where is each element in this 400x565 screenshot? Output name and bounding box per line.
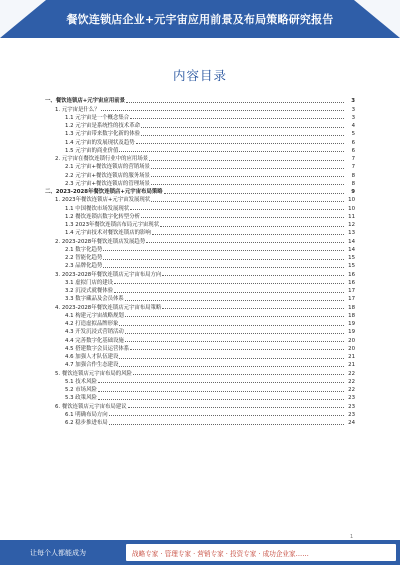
toc-entry-label: 1.2 餐饮连锁店数字化转型分析 <box>65 213 140 220</box>
toc-leader-dots <box>98 391 344 392</box>
toc-leader-dots <box>114 292 344 293</box>
toc-entry-label: 3. 2023-2028年餐饮连锁店元宇宙布局方向 <box>55 271 162 278</box>
toc-entry[interactable] <box>43 294 355 302</box>
toc-entry-label: 6.2 稳步推进布局 <box>65 420 108 426</box>
toc-entry-label: 二、2023-2028年餐饮连锁店+元宇宙布局策略 <box>45 189 163 195</box>
toc-leader-dots <box>133 374 344 375</box>
toc-entry-label: 4.2 打造虚拟品牌形象 <box>65 321 119 327</box>
toc-entry-page: 17 <box>348 288 355 294</box>
toc-entry-label: 2.3 元宇宙+餐饮连锁店的管理场景 <box>65 180 150 187</box>
toc-entry-label: 3.3 数字藏品及会员体系 <box>65 296 124 303</box>
toc-leader-dots <box>149 160 344 161</box>
toc-entry-label: 2.1 元宇宙+餐饮连锁店的营销场景 <box>65 164 150 171</box>
toc-leader-dots <box>141 217 344 218</box>
toc-entry-page: 16 <box>348 271 355 278</box>
toc-entry[interactable] <box>43 203 355 211</box>
toc-leader-dots <box>130 118 344 119</box>
toc-entry[interactable] <box>43 311 355 319</box>
toc-entry-page: 18 <box>348 304 355 311</box>
toc-entry-page: 6 <box>351 139 355 146</box>
toc-leader-dots <box>109 424 344 425</box>
toc-leader-dots <box>160 226 344 227</box>
toc-entry-label: 2.2 元宇宙+餐饮连锁店的服务场景 <box>65 172 150 179</box>
toc-entry-page: 21 <box>348 354 355 360</box>
toc-entry[interactable] <box>43 410 355 418</box>
toc-entry[interactable] <box>43 344 355 352</box>
toc-entry[interactable] <box>43 121 355 129</box>
toc-entry-page: 21 <box>348 362 355 369</box>
toc-entry[interactable] <box>43 286 355 294</box>
toc-entry-page: 3 <box>351 114 355 121</box>
toc-entry-label: 4.7 加强合作生态建设 <box>65 362 119 369</box>
toc-leader-dots <box>151 176 344 177</box>
toc-leader-dots <box>125 300 344 301</box>
toc-leader-dots <box>164 193 344 194</box>
toc-entry-label: 6.1 明确布局方向 <box>65 411 108 418</box>
toc-entry-page: 9 <box>351 189 355 195</box>
toc-entry[interactable] <box>43 327 355 335</box>
toc-leader-dots <box>151 168 344 169</box>
toc-entry-page: 20 <box>348 345 355 352</box>
toc-entry-label: 4.5 搭建数字会员运营体系 <box>65 345 130 352</box>
toc-entry[interactable] <box>43 170 355 178</box>
toc-entry-label: 4.3 开发沉浸式营销活动 <box>65 329 124 336</box>
toc-entry-page: 20 <box>348 337 355 344</box>
toc-entry[interactable] <box>43 245 355 253</box>
toc-entry-page: 14 <box>348 238 355 245</box>
toc-leader-dots <box>141 135 344 136</box>
toc-entry[interactable] <box>43 162 355 170</box>
toc-entry[interactable] <box>43 179 355 187</box>
toc-entry[interactable] <box>43 261 355 269</box>
toc-entry-page: 5 <box>351 131 355 138</box>
toc-leader-dots <box>119 366 344 367</box>
toc-entry-page: 24 <box>348 420 355 426</box>
toc-leader-dots <box>101 110 344 111</box>
toc-entry-label: 2. 2023-2028年餐饮连锁店发展趋势 <box>55 238 146 245</box>
toc-entry[interactable] <box>43 236 355 244</box>
toc-heading: 内容目录 <box>172 68 227 83</box>
toc-entry-page: 17 <box>348 296 355 303</box>
toc-entry[interactable] <box>43 137 355 145</box>
toc-entry-page: 23 <box>348 395 355 402</box>
toc-entry-page: 12 <box>348 222 355 228</box>
toc-entry-page: 16 <box>348 279 355 286</box>
toc-entry[interactable] <box>43 302 355 310</box>
toc-leader-dots <box>128 407 344 408</box>
toc-entry-label: 5. 餐饮连锁店元宇宙布局的风险 <box>55 370 132 377</box>
toc-entry-page: 22 <box>348 387 355 393</box>
toc-entry-page: 23 <box>348 411 355 418</box>
toc-entry-label: 2.3 品牌化趋势 <box>65 263 103 270</box>
toc-entry[interactable] <box>43 212 355 220</box>
report-footer <box>0 540 400 565</box>
toc-entry[interactable] <box>43 335 355 343</box>
toc-entry-page: 18 <box>348 312 355 319</box>
toc-entry[interactable] <box>43 113 355 121</box>
toc-entry[interactable] <box>43 418 355 426</box>
footer-slogan: 让每个人都能成为 <box>30 549 86 557</box>
toc-entry-page: 14 <box>348 246 355 253</box>
toc-leader-dots <box>109 415 344 416</box>
toc-entry[interactable] <box>43 129 355 137</box>
toc-leader-dots <box>141 127 344 128</box>
toc-entry-label: 1.5 元宇宙的商业价值 <box>65 147 119 154</box>
toc-leader-dots <box>152 234 344 235</box>
toc-entry-label: 1.1 中国餐饮市场发展现状 <box>65 205 130 212</box>
toc-leader-dots <box>119 151 344 152</box>
toc-entry[interactable] <box>43 146 355 154</box>
toc-entry-page: 8 <box>351 172 355 179</box>
toc-entry-label: 6. 餐饮连锁店元宇宙布局建议 <box>55 403 127 410</box>
toc-entry-label: 4.4 完善数字化基础设施 <box>65 337 124 344</box>
toc-entry-label: 4.1 构建元宇宙战略规划 <box>65 312 124 319</box>
toc-entry[interactable] <box>43 228 355 236</box>
footer-tags: 战略专家 · 管理专家 · 营销专家 · 投资专家 · 成功企业家…… <box>132 550 309 558</box>
toc-entry[interactable] <box>43 269 355 277</box>
toc-leader-dots <box>136 143 344 144</box>
toc-leader-dots <box>130 209 344 210</box>
toc-entry[interactable] <box>43 393 355 401</box>
toc-entry-label: 2.1 数字化趋势 <box>65 246 103 253</box>
toc-entry-page: 11 <box>348 213 355 220</box>
report-title: 餐饮连锁店企业+元宇宙应用前景及布局策略研究报告 <box>66 13 334 26</box>
toc-entry-label: 1.1 元宇宙是一个概念集合 <box>65 114 130 121</box>
toc-entry-label: 1.2 元宇宙是系统性的技术革命 <box>65 123 140 129</box>
toc-entry-page: 15 <box>348 255 355 261</box>
toc-entry-label: 5.2 市场风险 <box>65 387 97 393</box>
toc-leader-dots <box>126 102 344 103</box>
toc-entry[interactable] <box>43 154 355 162</box>
toc-entry[interactable] <box>43 401 355 409</box>
toc-entry[interactable] <box>43 360 355 368</box>
toc-leader-dots <box>125 316 344 317</box>
toc-entry[interactable] <box>43 104 355 112</box>
toc-entry[interactable] <box>43 352 355 360</box>
toc-entry[interactable] <box>43 253 355 261</box>
page-number: 1 <box>350 534 354 540</box>
toc-leader-dots <box>114 283 344 284</box>
toc-entry-label: 2.2 智能化趋势 <box>65 255 103 261</box>
toc-entry-page: 10 <box>348 205 355 212</box>
toc-entry-page: 19 <box>348 329 355 336</box>
toc-entry[interactable] <box>43 319 355 327</box>
toc-leader-dots <box>146 242 344 243</box>
toc-entry[interactable] <box>43 96 355 104</box>
toc-entry[interactable] <box>43 187 355 195</box>
toc-leader-dots <box>162 308 344 309</box>
toc-leader-dots <box>103 259 344 260</box>
toc-leader-dots <box>103 267 344 268</box>
toc-entry-label: 4. 2023-2028年餐饮连锁店元宇宙布局策略 <box>55 304 162 311</box>
toc-entry[interactable] <box>43 377 355 385</box>
toc-entry-page: 8 <box>351 180 355 187</box>
toc-entry-label: 一、餐饮连锁店+元宇宙应用前景 <box>45 98 125 105</box>
toc-entry-label: 4.6 加强人才队伍建设 <box>65 354 119 360</box>
toc-entry-label: 3.1 虚拟门店的建设 <box>65 279 114 286</box>
toc-entry-label: 5.3 政策风险 <box>65 395 97 402</box>
toc-entry-page: 3 <box>351 98 355 105</box>
toc-entry-label: 1.3 元宇宙带来数字化新的体验 <box>65 131 140 138</box>
toc-entry-page: 10 <box>348 197 355 204</box>
toc-leader-dots <box>119 358 344 359</box>
report-header <box>0 0 400 38</box>
toc-entry-page: 3 <box>351 106 355 113</box>
toc-entry-page: 19 <box>348 321 355 327</box>
toc-entry-page: 23 <box>348 403 355 410</box>
toc-entry-label: 3.2 沉浸式就餐体验 <box>65 288 114 294</box>
toc-leader-dots <box>151 201 344 202</box>
toc-leader-dots <box>125 341 344 342</box>
toc-entry[interactable] <box>43 195 355 203</box>
toc-entry-page: 4 <box>351 123 355 129</box>
toc-leader-dots <box>119 325 344 326</box>
toc-entry[interactable] <box>43 368 355 376</box>
toc-entry-page: 22 <box>348 370 355 377</box>
toc-entry-label: 1. 2023年餐饮连锁店+元宇宙发展现状 <box>55 197 151 204</box>
toc-entry-label: 1.4 元宇宙的发展现状及趋势 <box>65 139 135 146</box>
toc-entry[interactable] <box>43 385 355 393</box>
toc-entry-page: 7 <box>351 164 355 171</box>
toc-leader-dots <box>103 250 344 251</box>
toc-entry-page: 7 <box>351 156 355 162</box>
toc-entry[interactable] <box>43 220 355 228</box>
toc-entry-label: 2. 元宇宙在餐饮连锁行业中的应用场景 <box>55 156 149 162</box>
toc-leader-dots <box>151 184 344 185</box>
toc-leader-dots <box>98 382 344 383</box>
toc-leader-dots <box>98 399 344 400</box>
toc-leader-dots <box>125 333 344 334</box>
toc-entry-page: 13 <box>348 230 355 237</box>
toc-entry-page: 22 <box>348 378 355 385</box>
table-of-contents <box>43 96 355 426</box>
toc-leader-dots <box>130 349 344 350</box>
toc-leader-dots <box>162 275 344 276</box>
toc-entry-label: 1.3 2023年餐饮连锁店布局元宇宙现状 <box>65 222 160 228</box>
toc-entry-page: 6 <box>351 147 355 154</box>
toc-entry-label: 1. 元宇宙是什么？ <box>55 106 100 113</box>
toc-entry-label: 5.1 技术风险 <box>65 378 97 385</box>
toc-entry-label: 1.4 元宇宙技术对餐饮连锁店的影响 <box>65 230 151 237</box>
toc-entry[interactable] <box>43 278 355 286</box>
toc-entry-page: 15 <box>348 263 355 270</box>
